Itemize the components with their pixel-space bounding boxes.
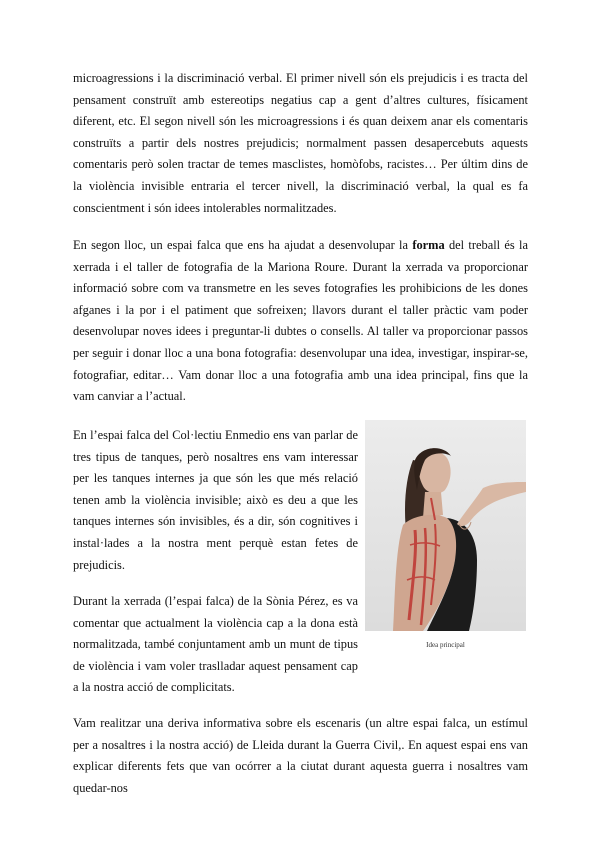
photo-main-idea — [365, 420, 526, 631]
paragraph-text: En segon lloc, un espai falca que ens ha ajudat a desenvolupar la — [73, 238, 413, 252]
bold-term-forma: forma — [412, 238, 445, 252]
paragraph-enmedio: En l’espai falca del Col·lectiu Enmedio ens van parlar de tres tipus de tanques, però nosaltres ens vam interessar per les tanques internes ja que són les que més relació tenen amb la violència invisible; això es deu a que les tanques internes són invisibles, és a dir, són cognitives i instal·lades a la nostra ment perquè estan fetes de prejudicis. — [73, 428, 358, 572]
paragraph-sonia-perez: Durant la xerrada (l’espai falca) de la Sònia Pérez, es va comentar que actualment la violència cap a la dona està normalitzada, també conjuntament amb un munt de tipus de violència i vam voler traslladar aquest pensament cap a la nostra acció de complicitats. — [73, 594, 358, 695]
paragraph-photography-workshop — [73, 235, 528, 408]
paragraph-text: del treball és la xerrada i el taller de fotografia de la Mariona Roure. Durant la xerrada va proporcionar informació sobre com va transmetre en les seves fotografies les prohibicions de les dones afganes i la por i el patiment que sofreixen; llavors durant el taller pràctic vam poder desenvolupar noves idees i preguntar-li dubtes o consells. Al taller va proporcionar passos per seguir i donar lloc a una bona fotografia: desenvolupar una idea, investigar, inspirar-se, fotografiar, editar… Vam donar lloc a una fotografia amb una idea principal, fins que la vam canviar a l’actual. — [73, 238, 528, 404]
figure — [365, 420, 526, 649]
paragraph-guided-tour: Vam realitzar una deriva informativa sobre els escenaris (un altre espai falca, un estímul per a nosaltres i la nostra acció) de Lleida durant la Guerra Civil,. En aquest espai ens van explicar diferents fets que van ocórrer a la ciutat durant aquesta guerra i nosaltres vam quedar-nos — [73, 716, 528, 795]
paragraph-microaggressions: microagressions i la discriminació verbal. El primer nivell són els prejudicis i es tracta del pensament construït amb estereotips negatius cap a gent d’altres cultures, físicament diferent, etc. El segon nivell són les microagressions i és quan deixem anar els comentaris construïts a partir dels nostres prejudicis; normalment passen desapercebuts aquests comentaris però solen tractar de temes masclistes, homòfobs, racistes… Per últim dins de la violència invisible entraria el tercer nivell, la discriminació verbal, la qual es fa conscientment i són idees intolerables normalitzades. — [73, 71, 528, 215]
photo-caption: Idea principal — [426, 641, 465, 649]
